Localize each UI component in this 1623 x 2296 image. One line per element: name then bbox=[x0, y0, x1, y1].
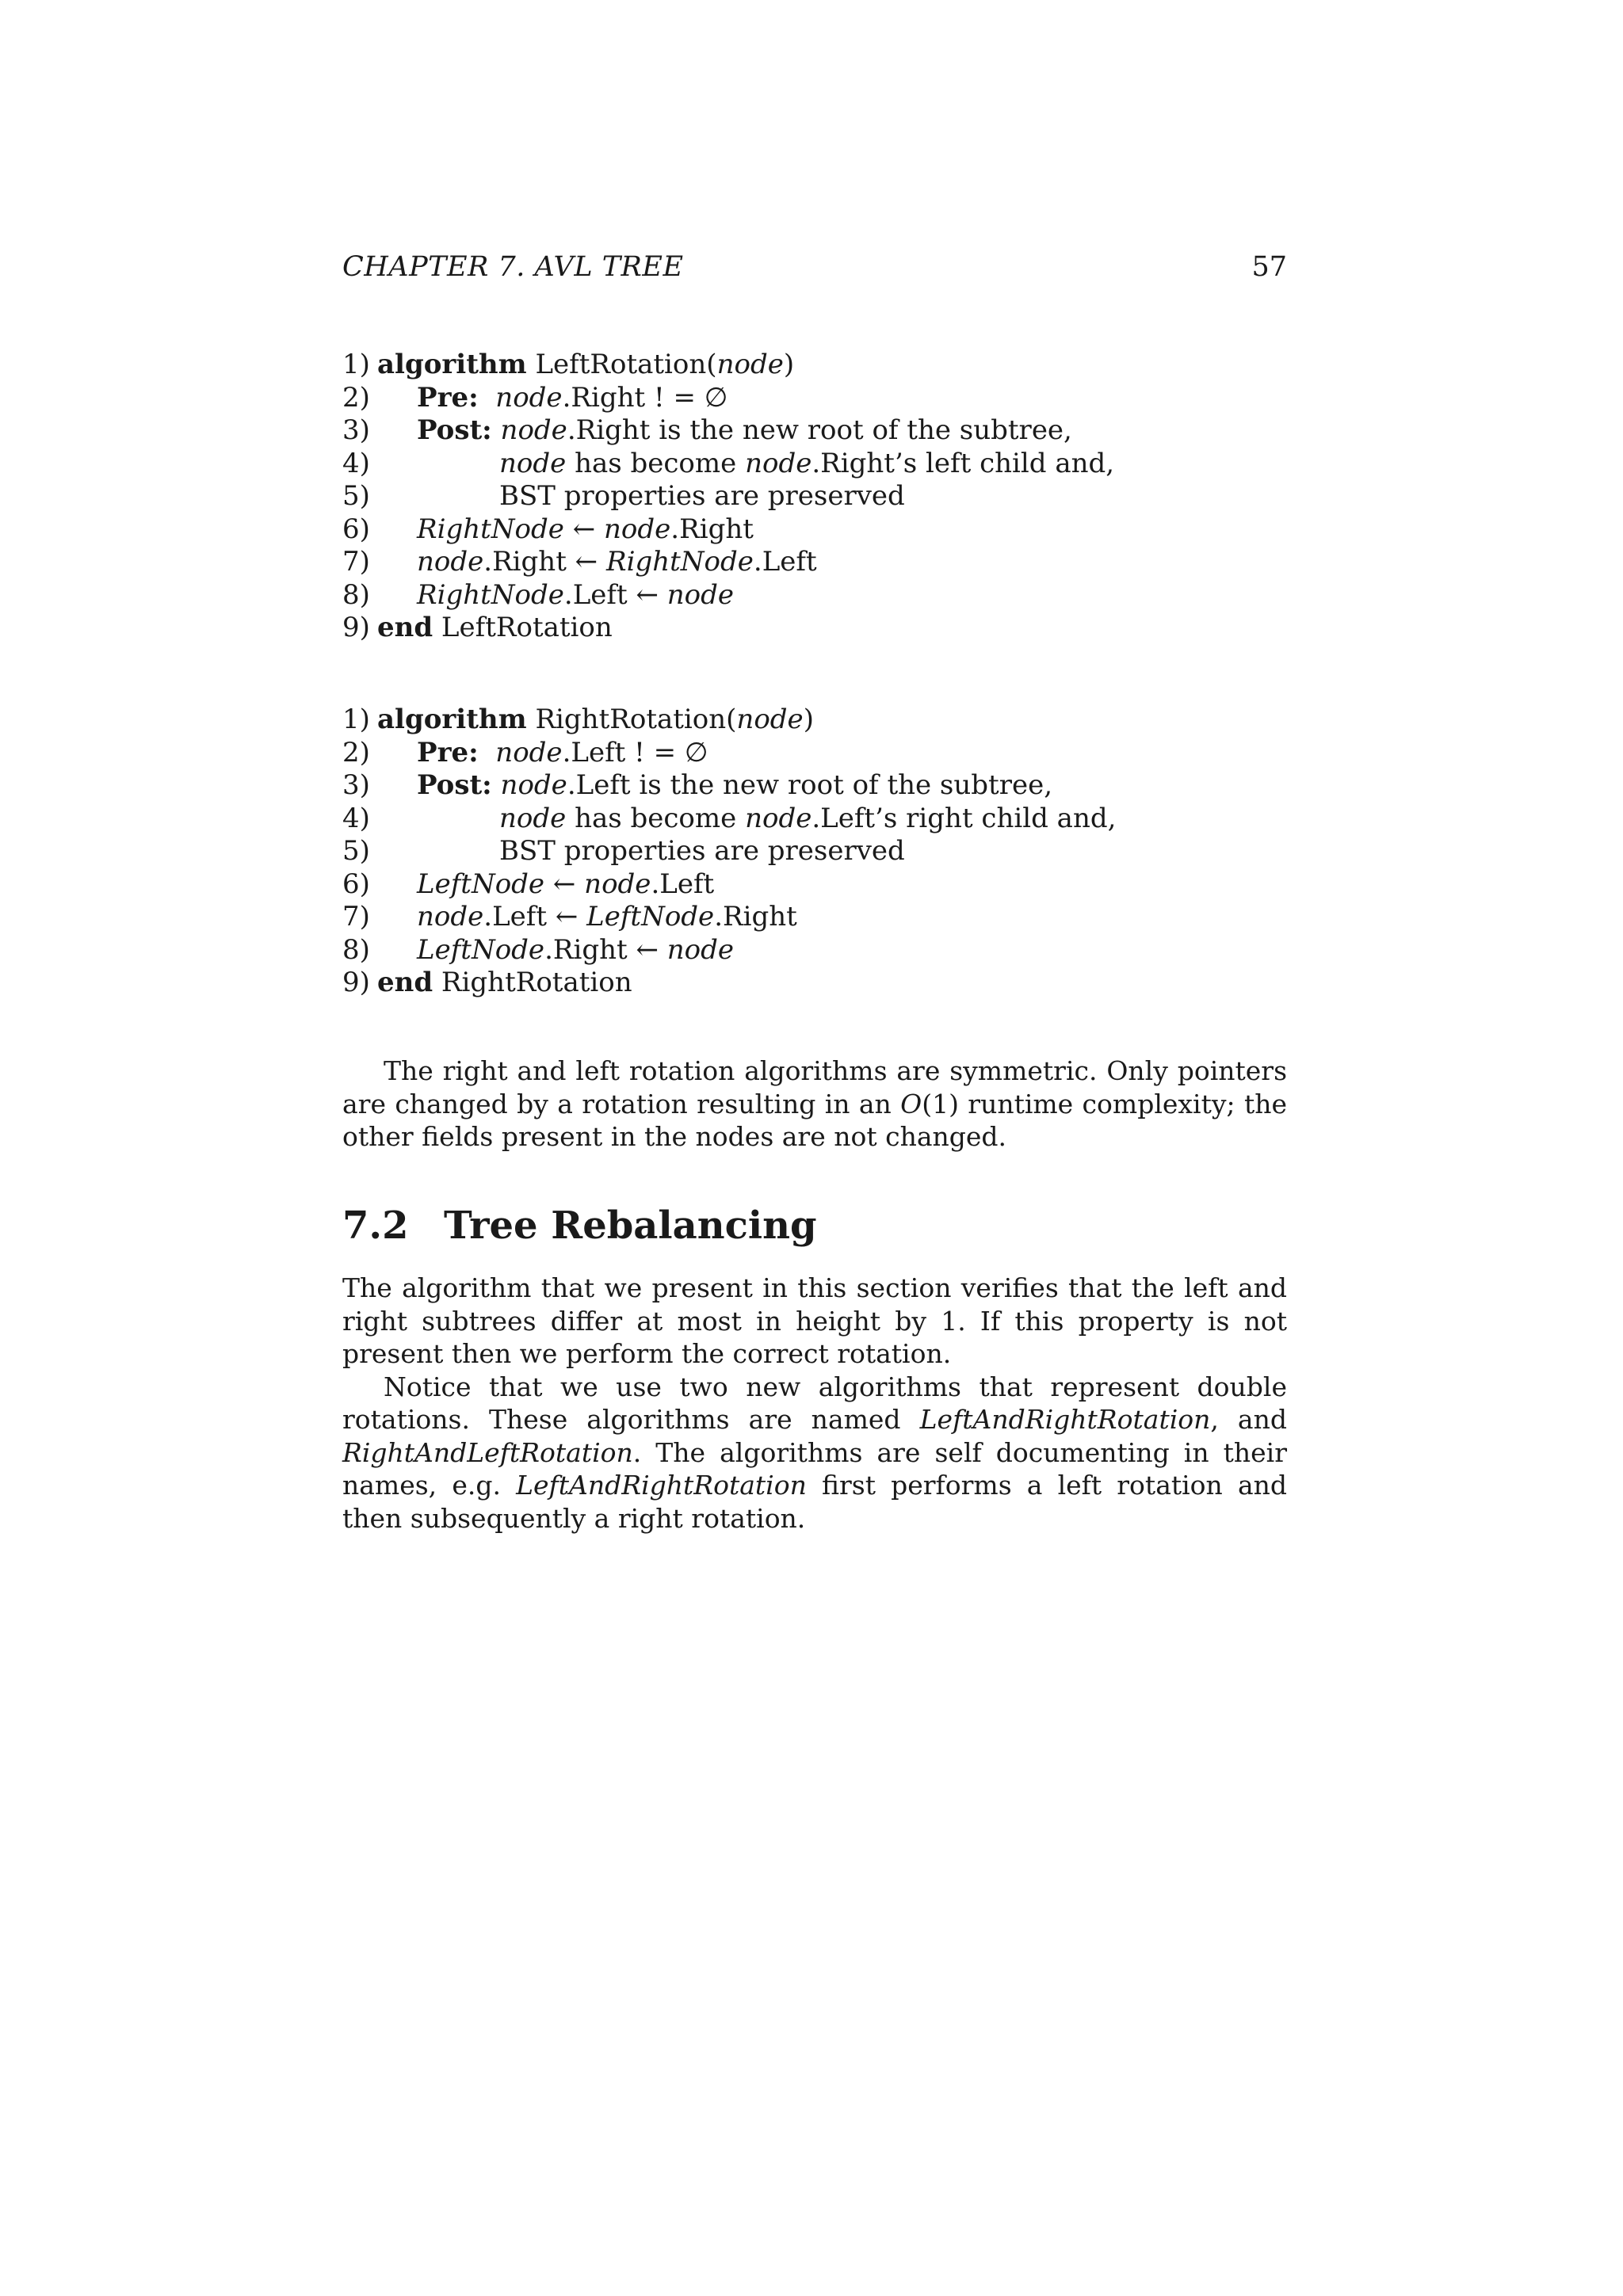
paragraph-text: . The algorithms are self documenting in their names, e.g. bbox=[342, 1436, 1287, 1501]
math-symbol: O bbox=[900, 1088, 922, 1119]
keyword: algorithm bbox=[377, 704, 527, 735]
code-text: .Left is the new root of the subtree, bbox=[567, 769, 1053, 801]
line-number: 1) bbox=[342, 349, 370, 380]
line-number: 4) bbox=[342, 802, 370, 834]
running-header bbox=[342, 247, 1287, 287]
variable: node bbox=[745, 802, 812, 834]
code-text: RightRotation bbox=[433, 967, 632, 998]
code-text: .Left’s right child and, bbox=[812, 802, 1117, 834]
algorithm-line bbox=[342, 737, 1287, 770]
code-text bbox=[479, 737, 496, 769]
code-text: .Left ! = ∅ bbox=[562, 736, 708, 769]
keyword: end bbox=[377, 967, 433, 998]
variable: LeftNode bbox=[417, 933, 545, 966]
algorithm-line bbox=[342, 803, 1287, 836]
code-text: .Right is the new root of the subtree, bbox=[567, 414, 1072, 446]
code-text: .Right ← bbox=[544, 933, 667, 966]
algorithm-line bbox=[342, 480, 1287, 513]
code-text: .Left ← bbox=[483, 901, 587, 933]
algorithm-line bbox=[342, 612, 1287, 645]
paragraph-text: first performs a left rotation and then subsequently a right rotation. bbox=[342, 1470, 1287, 1534]
keyword: Post: bbox=[417, 769, 492, 801]
variable: node bbox=[500, 769, 567, 801]
variable: node bbox=[495, 736, 563, 769]
variable: node bbox=[500, 414, 567, 446]
line-number: 3) bbox=[342, 769, 370, 801]
paragraph bbox=[342, 1055, 1287, 1154]
keyword: Post: bbox=[417, 414, 492, 446]
variable: node bbox=[604, 513, 671, 545]
keyword: Pre: bbox=[417, 381, 479, 414]
chapter-title: CHAPTER 7. AVL TREE bbox=[342, 251, 684, 283]
code-text: .Right ← bbox=[483, 546, 606, 578]
keyword: algorithm bbox=[377, 349, 527, 380]
variable: node bbox=[417, 901, 484, 933]
code-text bbox=[492, 769, 501, 801]
line-number: 9) bbox=[342, 612, 370, 643]
variable: node bbox=[499, 802, 567, 834]
code-text: ← bbox=[544, 868, 585, 900]
line-number: 8) bbox=[342, 578, 370, 611]
algorithm-line bbox=[342, 704, 1287, 737]
line-number: 3) bbox=[342, 414, 370, 446]
algorithm-name: RightAndLeftRotation bbox=[342, 1436, 633, 1468]
variable: node bbox=[495, 381, 563, 414]
code-text: BST properties are preserved bbox=[499, 480, 905, 512]
variable: RightNode bbox=[417, 513, 564, 545]
page-number: 57 bbox=[1251, 251, 1287, 283]
algorithm-line bbox=[342, 579, 1287, 612]
code-text: LeftRotation bbox=[433, 612, 613, 643]
line-number: 7) bbox=[342, 546, 370, 578]
paragraph-text: (1) runtime complexity; the other fields present in the nodes are not changed. bbox=[342, 1088, 1287, 1152]
code-text: .Left ← bbox=[563, 578, 667, 611]
left-rotation-algorithm bbox=[342, 349, 1287, 645]
keyword: end bbox=[377, 612, 433, 643]
variable: RightNode bbox=[417, 578, 564, 611]
algorithm-name: LeftAndRightRotation bbox=[919, 1404, 1211, 1435]
variable: node bbox=[666, 933, 735, 966]
algorithm-line bbox=[342, 414, 1287, 448]
line-number: 5) bbox=[342, 480, 370, 512]
variable: RightNode bbox=[605, 546, 754, 578]
code-text: .Left bbox=[651, 868, 715, 900]
variable: node bbox=[666, 578, 735, 611]
line-number: 6) bbox=[342, 513, 370, 545]
code-text: has become bbox=[566, 802, 746, 834]
variable: node bbox=[745, 447, 812, 479]
code-text: .Right ! = ∅ bbox=[562, 381, 728, 414]
code-text: .Left bbox=[753, 546, 817, 578]
paragraph-text: The right and left rotation algorithms are symmetric. Only pointers are changed by a rotation resulting in an bbox=[342, 1055, 1287, 1119]
algorithm-line bbox=[342, 546, 1287, 579]
line-number: 8) bbox=[342, 933, 370, 966]
section-number: 7.2 bbox=[342, 1203, 409, 1248]
algorithm-name: LeftAndRightRotation bbox=[516, 1470, 807, 1501]
code-text: LeftRotation( bbox=[526, 349, 717, 380]
code-text: .Right’s left child and, bbox=[812, 447, 1115, 479]
code-text: has become bbox=[566, 447, 746, 479]
section-heading bbox=[342, 1198, 817, 1253]
line-number: 6) bbox=[342, 868, 370, 900]
code-text: ) bbox=[783, 349, 795, 380]
line-number: 7) bbox=[342, 901, 370, 933]
algorithm-line bbox=[342, 769, 1287, 803]
variable: node bbox=[736, 704, 804, 735]
algorithm-line bbox=[342, 349, 1287, 382]
paragraph: The algorithm that we present in this section verifies that the left and right subtrees differ at most in height by 1. If this property is not present then we perform the correct rotation. bbox=[342, 1272, 1287, 1369]
code-text: ← bbox=[563, 513, 605, 545]
algorithm-line bbox=[342, 448, 1287, 481]
line-number: 9) bbox=[342, 967, 370, 998]
rebalancing-text bbox=[342, 1272, 1287, 1535]
code-text: .Right bbox=[714, 901, 797, 933]
algorithm-line bbox=[342, 835, 1287, 868]
code-text bbox=[492, 414, 501, 446]
code-text bbox=[479, 382, 496, 414]
variable: LeftNode bbox=[586, 901, 715, 933]
variable: node bbox=[499, 447, 567, 479]
keyword: Pre: bbox=[417, 736, 479, 769]
paragraph bbox=[342, 1371, 1287, 1535]
code-text: RightRotation( bbox=[526, 704, 737, 735]
line-number: 1) bbox=[342, 704, 370, 735]
code-text: BST properties are preserved bbox=[499, 835, 905, 867]
rotation-paragraph bbox=[342, 1055, 1287, 1154]
algorithm-line bbox=[342, 901, 1287, 934]
variable: node bbox=[584, 868, 651, 900]
code-text: ) bbox=[803, 704, 814, 735]
variable: node bbox=[417, 546, 484, 578]
algorithm-line bbox=[342, 967, 1287, 1000]
algorithm-line bbox=[342, 382, 1287, 415]
variable: LeftNode bbox=[417, 868, 545, 900]
line-number: 2) bbox=[342, 381, 370, 414]
code-text: .Right bbox=[670, 513, 754, 545]
line-number: 5) bbox=[342, 835, 370, 867]
paragraph-text: Notice that we use two new algorithms that represent double rotations. These algorithms are named bbox=[342, 1371, 1287, 1435]
line-number: 4) bbox=[342, 447, 370, 479]
algorithm-line bbox=[342, 868, 1287, 902]
line-number: 2) bbox=[342, 736, 370, 769]
algorithm-line bbox=[342, 513, 1287, 547]
variable: node bbox=[716, 349, 784, 380]
right-rotation-algorithm bbox=[342, 704, 1287, 1000]
section-title: Tree Rebalancing bbox=[444, 1203, 817, 1248]
paragraph-text: , and bbox=[1210, 1404, 1287, 1435]
algorithm-line bbox=[342, 934, 1287, 967]
